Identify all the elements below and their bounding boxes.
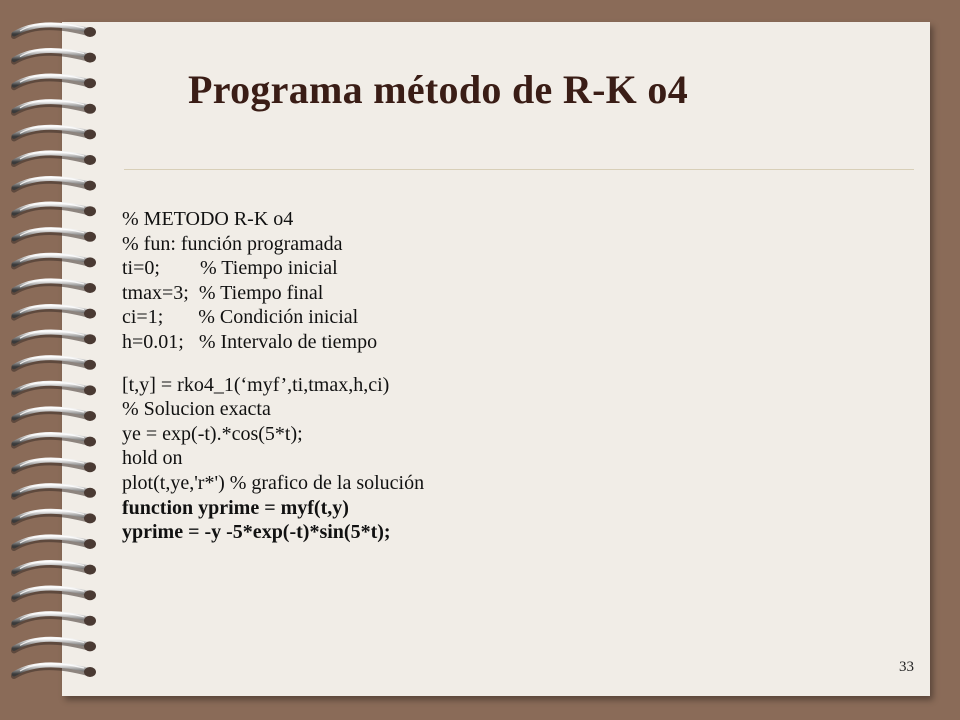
code-line: % Solucion exacta xyxy=(122,398,271,421)
spiral-ring xyxy=(14,356,96,369)
spiral-ring xyxy=(14,459,96,472)
spiral-ring xyxy=(14,612,96,625)
spiral-ring xyxy=(14,203,96,216)
slide-page xyxy=(62,22,930,696)
spiral-ring xyxy=(14,587,96,600)
code-line: ye = exp(-t).*cos(5*t); xyxy=(122,422,303,445)
spiral-ring xyxy=(14,664,96,677)
spiral-ring xyxy=(14,638,96,651)
spiral-ring xyxy=(14,280,96,293)
spiral-ring xyxy=(14,433,96,446)
spiral-ring xyxy=(14,152,96,165)
code-line-bold: yprime = -y -5*exp(-t)*sin(5*t); xyxy=(122,521,391,544)
code-block xyxy=(122,207,424,545)
code-line-bold: function yprime = myf(t,y) xyxy=(122,496,349,519)
spiral-ring xyxy=(14,408,96,421)
code-line: h=0.01; % Intervalo de tiempo xyxy=(122,330,378,353)
spiral-ring xyxy=(14,382,96,395)
code-line: ti=0; % Tiempo inicial xyxy=(122,257,338,280)
spiral-ring xyxy=(14,100,96,113)
spiral-ring xyxy=(14,228,96,241)
code-line: hold on xyxy=(122,447,183,470)
code-line: [t,y] = rko4_1(‘myf’,ti,tmax,h,ci) xyxy=(122,373,390,396)
spiral-ring xyxy=(14,305,96,318)
spiral-ring xyxy=(14,254,96,267)
code-line: ci=1; % Condición inicial xyxy=(122,306,359,329)
code-line: plot(t,ye,'r*') % grafico de la solución xyxy=(122,471,425,494)
spiral-ring xyxy=(14,331,96,344)
spiral-ring xyxy=(14,24,96,37)
spiral-ring xyxy=(14,484,96,497)
spiral-ring xyxy=(14,536,96,549)
spiral-binding-icon xyxy=(0,0,130,720)
title-divider xyxy=(124,169,914,170)
code-line: tmax=3; % Tiempo final xyxy=(122,281,324,304)
code-line: % fun: función programada xyxy=(122,232,343,255)
spiral-ring xyxy=(14,126,96,139)
spiral-ring xyxy=(14,510,96,523)
slide-title: Programa método de R-K o4 xyxy=(188,67,688,112)
code-line: % METODO R-K o4 xyxy=(122,208,294,230)
spiral-ring xyxy=(14,177,96,190)
spiral-ring xyxy=(14,75,96,88)
code-blank-line xyxy=(122,355,424,373)
spiral-ring xyxy=(14,49,96,62)
spiral-ring xyxy=(14,561,96,574)
page-number: 33 xyxy=(899,659,914,675)
